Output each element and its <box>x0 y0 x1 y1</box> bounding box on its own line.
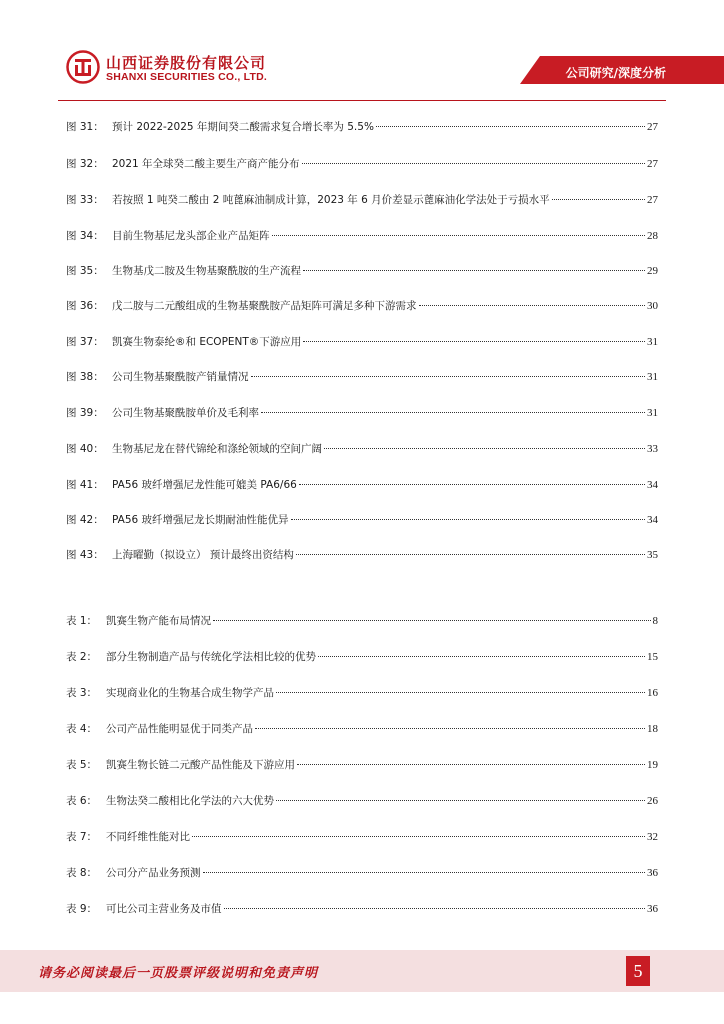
entry-title: PA56 玻纤增强尼龙长期耐油性能优异 <box>112 514 289 526</box>
entry-label: 表 6： <box>66 795 98 807</box>
entry-label: 图 41： <box>66 479 104 491</box>
dot-leader <box>261 412 645 413</box>
entry-title: 实现商业化的生物基合成生物学产品 <box>106 687 274 699</box>
company-name-cn: 山西证券股份有限公司 <box>106 54 267 72</box>
entry-title: 生物基戊二胺及生物基聚酰胺的生产流程 <box>112 265 301 277</box>
entry-label: 图 38： <box>66 371 104 383</box>
entry-page: 27 <box>647 121 658 133</box>
entry-page: 28 <box>647 230 658 242</box>
dot-leader <box>192 836 645 837</box>
dot-leader <box>324 448 645 449</box>
toc-entry-figure-32[interactable] <box>66 156 658 174</box>
entry-page: 34 <box>647 479 658 491</box>
entry-label: 表 8： <box>66 867 98 879</box>
toc-entry-table-1[interactable] <box>66 613 658 631</box>
dot-leader <box>224 908 646 909</box>
dot-leader <box>251 376 646 377</box>
entry-label: 图 36： <box>66 300 104 312</box>
entry-page: 35 <box>647 549 658 561</box>
entry-page: 19 <box>647 759 658 771</box>
dot-leader <box>276 692 645 693</box>
entry-page: 36 <box>647 903 658 915</box>
entry-title: 戊二胺与二元酸组成的生物基聚酰胺产品矩阵可满足多种下游需求 <box>112 300 417 312</box>
entry-page: 33 <box>647 443 658 455</box>
entry-title: 不同纤维性能对比 <box>106 831 190 843</box>
entry-title: 凯赛生物产能布局情况 <box>106 615 211 627</box>
entry-label: 图 40： <box>66 443 104 455</box>
toc-entry-table-5[interactable] <box>66 757 658 775</box>
toc-entry-figure-39[interactable] <box>66 405 658 423</box>
entry-title: PA56 玻纤增强尼龙性能可媲美 PA6/66 <box>112 479 297 491</box>
entry-label: 表 5： <box>66 759 98 771</box>
entry-title: 凯赛生物长链二元酸产品性能及下游应用 <box>106 759 295 771</box>
entry-page: 27 <box>647 158 658 170</box>
entry-title: 2021 年全球癸二酸主要生产商产能分布 <box>112 158 300 170</box>
toc-entry-figure-33[interactable] <box>66 192 658 210</box>
entry-title: 公司分产品业务预测 <box>106 867 201 879</box>
entry-title: 公司生物基聚酰胺产销量情况 <box>112 371 249 383</box>
dot-leader <box>419 305 646 306</box>
entry-label: 图 33： <box>66 194 104 206</box>
dot-leader <box>552 199 645 200</box>
entry-title: 生物基尼龙在替代锦纶和涤纶领域的空间广阔 <box>112 443 322 455</box>
dot-leader <box>291 519 645 520</box>
header-ribbon <box>0 0 724 100</box>
entry-page: 29 <box>647 265 658 277</box>
toc-entry-figure-31[interactable] <box>66 119 658 137</box>
entry-title: 上海曜勤（拟设立） 预计最终出资结构 <box>112 549 294 561</box>
toc-entry-figure-40[interactable] <box>66 441 658 459</box>
entry-title: 公司生物基聚酰胺单价及毛利率 <box>112 407 259 419</box>
entry-title: 目前生物基尼龙头部企业产品矩阵 <box>112 230 270 242</box>
dot-leader <box>318 656 645 657</box>
toc-entry-figure-35[interactable] <box>66 263 658 281</box>
dot-leader <box>272 235 646 236</box>
entry-page: 30 <box>647 300 658 312</box>
dot-leader <box>255 728 645 729</box>
toc-entry-figure-43[interactable] <box>66 547 658 565</box>
entry-label: 图 43： <box>66 549 104 561</box>
entry-label: 表 7： <box>66 831 98 843</box>
dot-leader <box>297 764 645 765</box>
entry-title: 若按照 1 吨癸二酸由 2 吨蓖麻油制成计算，2023 年 6 月价差显示蓖麻油化学法处于亏损水平 <box>112 194 550 206</box>
entry-page: 34 <box>647 514 658 526</box>
entry-page: 15 <box>647 651 658 663</box>
toc-entry-figure-38[interactable] <box>66 369 658 387</box>
entry-page: 26 <box>647 795 658 807</box>
section-label: 公司研究/深度分析 <box>565 66 666 80</box>
toc-entry-table-9[interactable] <box>66 901 658 919</box>
dot-leader <box>303 270 645 271</box>
toc-entry-table-8[interactable] <box>66 865 658 883</box>
entry-page: 18 <box>647 723 658 735</box>
entry-page: 32 <box>647 831 658 843</box>
entry-title: 可比公司主营业务及市值 <box>106 903 222 915</box>
toc-entry-figure-36[interactable] <box>66 298 658 316</box>
entry-page: 36 <box>647 867 658 879</box>
entry-label: 表 4： <box>66 723 98 735</box>
entry-title: 部分生物制造产品与传统化学法相比较的优势 <box>106 651 316 663</box>
entry-page: 8 <box>652 615 658 627</box>
entry-label: 图 34： <box>66 230 104 242</box>
entry-title: 凯赛生物泰纶®和 ECOPENT®下游应用 <box>112 336 302 348</box>
entry-label: 表 9： <box>66 903 98 915</box>
toc-entry-figure-34[interactable] <box>66 228 658 246</box>
entry-title: 生物法癸二酸相比化学法的六大优势 <box>106 795 274 807</box>
dot-leader <box>376 126 645 127</box>
dot-leader <box>276 800 645 801</box>
dot-leader <box>203 872 646 873</box>
toc-entry-table-2[interactable] <box>66 649 658 667</box>
toc-entry-figure-42[interactable] <box>66 512 658 530</box>
entry-title: 预计 2022-2025 年期间癸二酸需求复合增长率为 5.5% <box>112 121 374 133</box>
page-header <box>0 0 724 100</box>
dot-leader <box>213 620 651 621</box>
page-number: 5 <box>626 956 650 986</box>
disclaimer-note: 请务必阅读最后一页股票评级说明和免责声明 <box>38 966 319 981</box>
entry-title: 公司产品性能明显优于同类产品 <box>106 723 253 735</box>
toc-entry-figure-41[interactable] <box>66 477 658 495</box>
entry-label: 图 42： <box>66 514 104 526</box>
entry-label: 图 37： <box>66 336 104 348</box>
toc-entry-figure-37[interactable] <box>66 334 658 352</box>
entry-page: 31 <box>647 407 658 419</box>
toc-entry-table-4[interactable] <box>66 721 658 739</box>
dot-leader <box>303 341 645 342</box>
entry-page: 16 <box>647 687 658 699</box>
entry-label: 图 32： <box>66 158 104 170</box>
entry-page: 27 <box>647 194 658 206</box>
header-divider <box>58 100 666 101</box>
toc-entry-table-6[interactable] <box>66 793 658 811</box>
dot-leader <box>302 163 645 164</box>
dot-leader <box>299 484 645 485</box>
entry-page: 31 <box>647 371 658 383</box>
company-name-en: SHANXI SECURITIES CO., LTD. <box>106 71 267 83</box>
entry-label: 图 39： <box>66 407 104 419</box>
entry-label: 表 2： <box>66 651 98 663</box>
entry-label: 表 1： <box>66 615 98 627</box>
toc-entry-table-3[interactable] <box>66 685 658 703</box>
dot-leader <box>296 554 645 555</box>
entry-label: 图 31： <box>66 121 104 133</box>
entry-label: 图 35： <box>66 265 104 277</box>
entry-label: 表 3： <box>66 687 98 699</box>
toc-entry-table-7[interactable] <box>66 829 658 847</box>
shanxi-securities-logo-icon <box>66 50 100 84</box>
entry-page: 31 <box>647 336 658 348</box>
